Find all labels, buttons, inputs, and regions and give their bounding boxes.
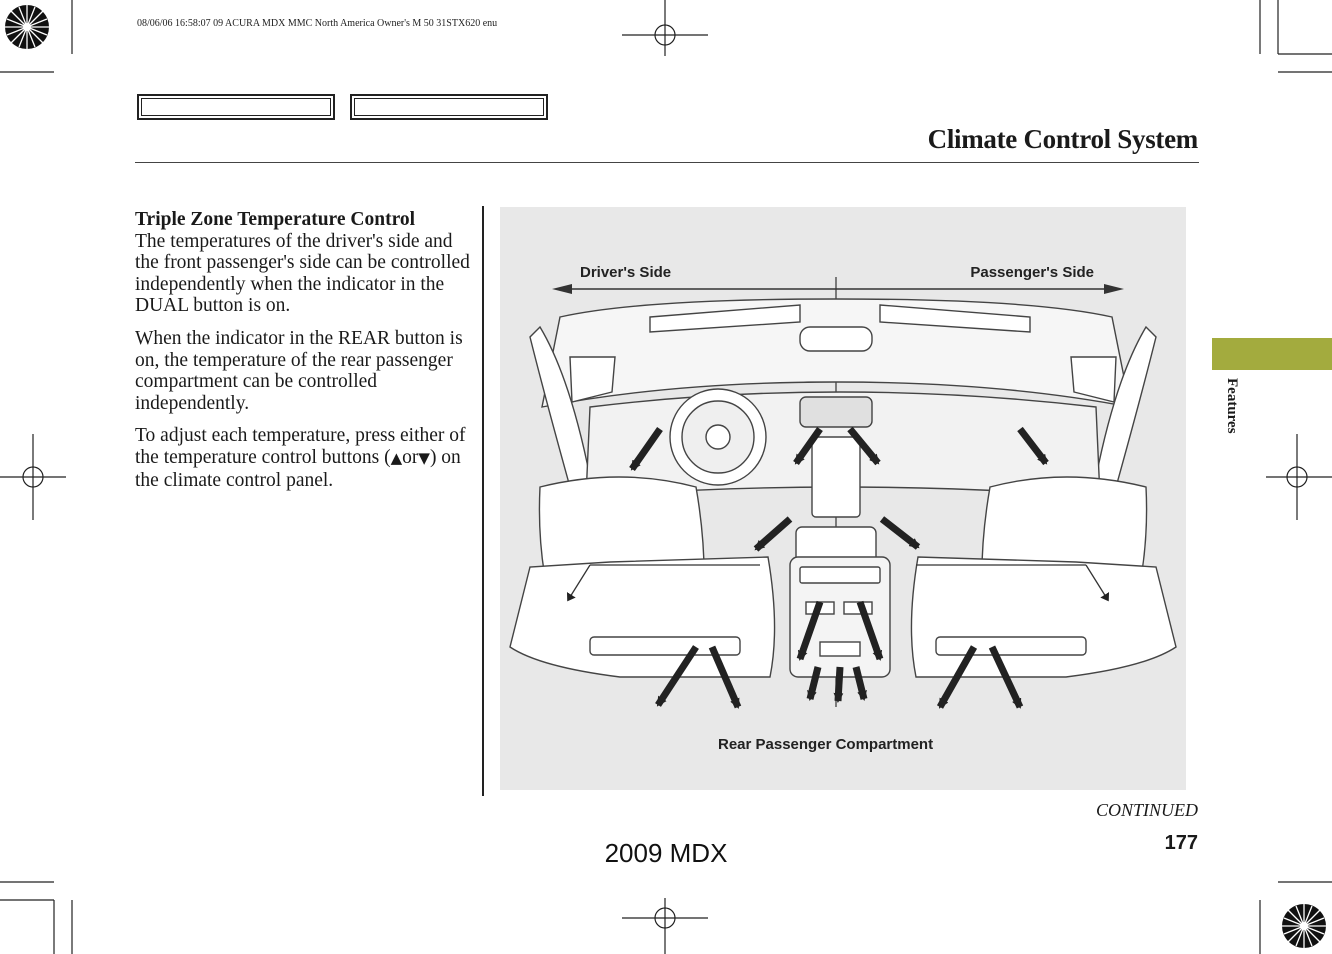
print-header: 08/06/06 16:58:07 09 ACURA MDX MMC North America Owner's M 50 31STX620 enu — [137, 18, 498, 29]
cabin-illustration — [500, 207, 1186, 790]
continued-label: CONTINUED — [1095, 800, 1198, 820]
nav-box-left — [137, 94, 335, 120]
page-number: 177 — [1164, 832, 1198, 854]
registration-target-icon — [5, 5, 49, 49]
down-arrow-icon: ▼ — [418, 448, 430, 467]
footer-model: 2009 MDX — [604, 838, 728, 868]
paragraph-rear: When the indicator in the REAR button is on, the temperature of the rear passenger compartment can be controlled independently. — [135, 327, 463, 414]
paragraph-adjust-end: ) on the climate control panel. — [135, 446, 461, 491]
section-tab-label: Features — [1224, 378, 1240, 434]
title-rule — [135, 162, 1199, 163]
paragraph-adjust: To adjust each temperature, press either of the temperature control buttons ( — [135, 425, 466, 468]
passengers-side-label: Passenger's Side — [970, 264, 1094, 281]
or-text: or — [402, 446, 419, 468]
registration-target-icon — [1282, 904, 1326, 948]
drivers-side-label: Driver's Side — [580, 264, 672, 281]
rear-compartment-label: Rear Passenger Compartment — [718, 736, 934, 753]
column-divider — [482, 206, 484, 796]
cabin-airflow-figure — [500, 207, 1186, 790]
nav-box-right — [350, 94, 548, 120]
up-arrow-icon: ▲ — [390, 448, 403, 467]
page-title: Climate Control System — [927, 124, 1198, 154]
body-text — [135, 209, 475, 502]
section-heading: Triple Zone Temperature Control — [135, 209, 416, 230]
paragraph-dual: The temperatures of the driver's side and the front passenger's side can be controlled independently when the indicator in the DUAL button is on. — [135, 230, 470, 317]
section-tab — [1212, 338, 1332, 370]
